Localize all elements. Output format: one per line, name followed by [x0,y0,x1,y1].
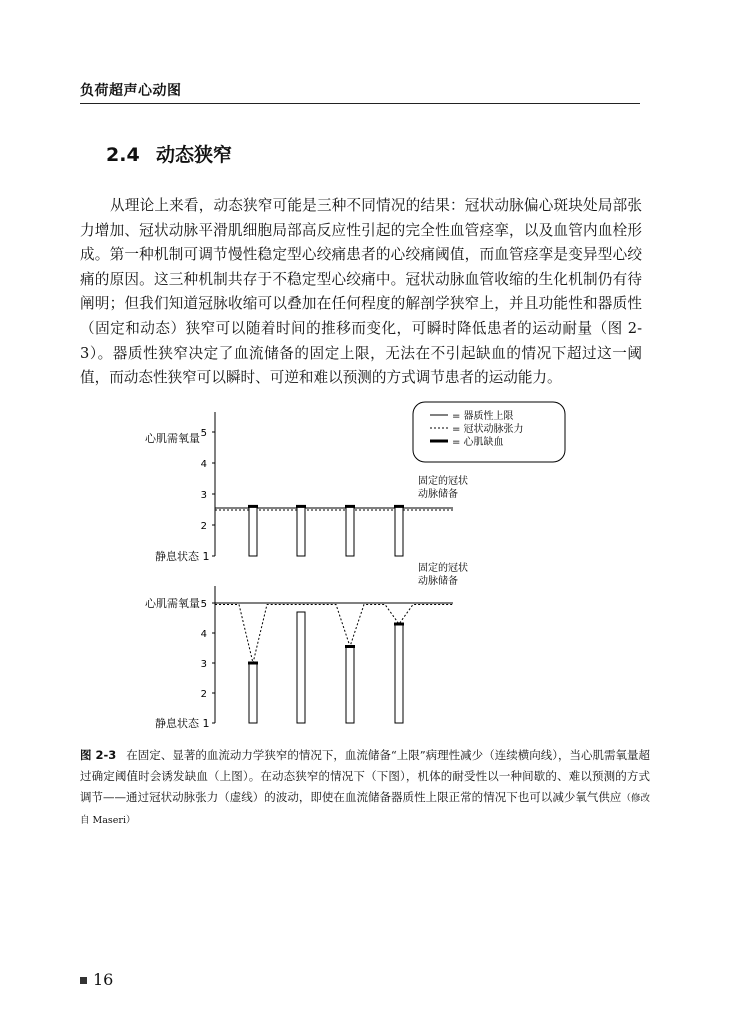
figure-2-3 [140,398,580,738]
y-axis-label: 心肌需氧量 [145,597,200,610]
ischemia-marker [394,623,404,626]
demand-bar [395,624,403,723]
y-axis-label: 心肌需氧量 [145,432,200,445]
ischemia-marker [345,645,355,648]
y-tick-label: 4 [200,459,207,470]
page-marker-icon [80,977,87,984]
section-heading: 动态狭窄 [156,144,233,166]
y-tick-label: 4 [200,629,207,640]
coronary-tone-line [215,605,453,664]
body-paragraph: 从理论上来看，动态狭窄可能是三种不同情况的结果：冠状动脉偏心斑块处局部张力增加、冠状动脉平滑肌细胞局部高反应性引起的完全性血管痉挛，以及血管内血栓形成。第一种机制可调节慢性稳定型心绞痛患者的心绞痛阈值，而血管痉挛是变异型心绞痛的原因。这三种机制共存于不稳定型心绞痛中。冠状动脉血管收缩的生化机制仍有待阐明；但我们知道冠脉收缩可以叠加在任何程度的解剖学狭窄上，并且功能性和器质性（固定和动态）狭窄可以随着时间的推移而变化，可瞬时降低患者的运动耐量（图 2-3）。器质性狭窄决定了血流储备的固定上限，无法在不引起缺血的情况下超过这一阈值，而动态性狭窄可以瞬时、可逆和难以预测的方式调节患者的运动能力。 [80,197,642,387]
demand-bar [297,506,305,556]
section-title [106,140,232,167]
demand-bar [249,506,257,556]
reserve-annotation: 固定的冠状 [418,563,468,574]
legend-label-solid: = 器质性上限 [452,411,514,422]
y-tick-label: 2 [200,521,207,532]
baseline-label: 静息状态 1 [155,717,210,730]
legend-label-dashed: = 冠状动脉张力 [452,424,524,435]
y-tick-label: 2 [200,689,207,700]
figure-caption [80,745,650,831]
y-tick-label: 5 [200,428,207,439]
baseline-label: 静息状态 1 [155,550,210,563]
page-number-text: 16 [93,970,114,989]
demand-bar [346,647,354,724]
page-number [80,970,113,989]
caption-credit: （修改自 Maseri） [80,793,650,826]
header-divider [80,103,640,104]
ischemia-marker [248,662,258,665]
demand-bar [249,663,257,723]
ischemia-marker [345,505,355,508]
figure-svg [140,398,580,738]
ischemia-marker [296,505,306,508]
legend-label-thick: = 心肌缺血 [452,437,504,448]
y-tick-label: 3 [200,490,207,501]
demand-bar [297,612,305,723]
reserve-annotation: 动脉储备 [418,489,458,500]
ischemia-marker [394,505,404,508]
caption-text: 在固定、显著的血流动力学狭窄的情况下，血流储备“上限”病理性减少（连续横向线），当心肌需氧量超过确定阈值时会诱发缺血（上图）。在动态狭窄的情况下（下图），机体的耐受性以一种间歇的、难以预测的方式调节——通过冠状动脉张力（虚线）的波动，即使在血流储备器质性上限正常的情况下也可以减少氧气供应 [80,748,650,804]
demand-bar [395,506,403,556]
running-head: 负荷超声心动图 [80,83,182,99]
reserve-annotation: 动脉储备 [418,576,458,587]
y-tick-label: 5 [200,599,207,610]
reserve-annotation: 固定的冠状 [418,476,468,487]
ischemia-marker [248,505,258,508]
y-tick-label: 3 [200,659,207,670]
lower-panel [145,561,468,730]
demand-bar [346,506,354,556]
caption-label: 图 2-3 [80,748,117,762]
section-number: 2.4 [106,144,140,166]
